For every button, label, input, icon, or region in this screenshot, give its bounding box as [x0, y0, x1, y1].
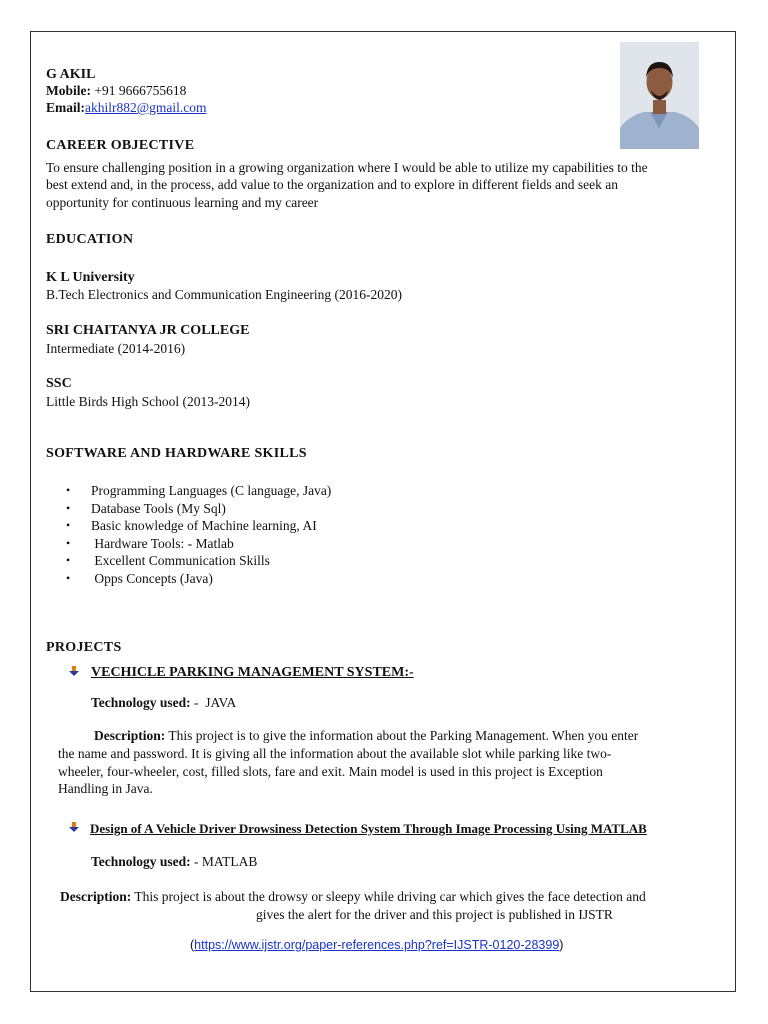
project-desc-line-2: gives the alert for the driver and this project is published in IJSTR	[256, 907, 613, 922]
link-close-paren: )	[559, 938, 564, 952]
email-line	[46, 99, 207, 116]
career-objective-heading: CAREER OBJECTIVE	[46, 138, 195, 153]
bullet-icon: •	[66, 500, 71, 515]
bullet-icon: •	[66, 483, 71, 497]
reference-link[interactable]: https://www.ijstr.org/paper-references.php?ref=IJSTR-0120-28399	[194, 938, 560, 952]
bullet-icon: •	[66, 570, 71, 585]
career-text-line-1: To ensure challenging position in a growing organization where I would be able to utilize my capabilities to the	[46, 160, 648, 175]
reference-line	[190, 937, 563, 953]
candidate-name: G AKIL	[46, 67, 96, 82]
link-open-paren: (	[190, 938, 195, 952]
tech-label: Technology used:	[91, 695, 191, 710]
skill-item	[46, 482, 331, 500]
project-desc-line-3: wheeler, four-wheeler, cost, filled slots, fare and exit. Main model is used in this project is Exception	[58, 764, 603, 779]
mobile-label: Mobile:	[46, 83, 91, 98]
skills-heading: SOFTWARE AND HARDWARE SKILLS	[46, 446, 307, 461]
education-detail: Little Birds High School (2013-2014)	[46, 394, 250, 409]
arrow-bullet-icon	[68, 821, 80, 833]
bullet-icon: •	[66, 518, 71, 532]
desc-label: Description:	[94, 728, 166, 743]
skill-item	[46, 570, 331, 588]
mobile-value: +91 9666755618	[91, 83, 187, 98]
education-heading: EDUCATION	[46, 232, 134, 247]
project-tech-line	[91, 694, 236, 711]
education-institution: K L University	[46, 270, 135, 285]
skill-text: Excellent Communication Skills	[91, 553, 270, 568]
desc-text: This project is to give the information about the Parking Management. When you enter	[165, 728, 639, 743]
bullet-icon: •	[66, 553, 71, 567]
desc-text: This project is about the drowsy or sleepy while driving car which gives the face detection and	[131, 889, 646, 904]
mobile-line	[46, 82, 186, 99]
projects-heading: PROJECTS	[46, 640, 122, 655]
profile-photo	[620, 42, 699, 149]
skill-text: Opps Concepts (Java)	[91, 570, 213, 586]
career-text-line-3: opportunity for continuous learning and my career	[46, 195, 319, 210]
desc-label: Description:	[60, 889, 132, 904]
skill-text: Hardware Tools: - Matlab	[91, 535, 234, 551]
project-desc-line-2: the name and password. It is giving all the information about the available slot while parking like two-	[58, 746, 612, 761]
arrow-bullet-icon	[68, 665, 80, 677]
tech-value: - MATLAB	[190, 854, 258, 869]
skill-item	[46, 517, 331, 535]
project-desc-line-1	[60, 888, 646, 905]
tech-label: Technology used:	[91, 854, 191, 869]
project-desc-line-4: Handling in Java.	[58, 781, 153, 796]
tech-value: - JAVA	[190, 695, 237, 710]
email-link[interactable]: akhilr882@gmail.com	[85, 100, 207, 115]
skill-text: Basic knowledge of Machine learning, AI	[91, 518, 317, 533]
career-text-line-2: best extend and, in the process, add value to the organization and to explore in different fields and seek an	[46, 177, 618, 192]
skill-item	[46, 500, 331, 518]
project-title: Design of A Vehicle Driver Drowsiness Detection System Through Image Processing Using MATLAB	[90, 821, 647, 836]
project-title: VECHICLE PARKING MANAGEMENT SYSTEM:-	[91, 665, 414, 680]
skill-text: Database Tools (My Sql)	[91, 500, 226, 516]
education-detail: Intermediate (2014-2016)	[46, 341, 186, 356]
education-institution: SSC	[46, 376, 72, 391]
education-institution: SRI CHAITANYA JR COLLEGE	[46, 323, 250, 338]
education-detail: B.Tech Electronics and Communication Engineering (2016-2020)	[46, 287, 402, 302]
project-tech-line	[91, 853, 257, 870]
bullet-icon: •	[66, 535, 71, 550]
skill-item	[46, 535, 331, 553]
email-label: Email:	[46, 100, 85, 115]
project-desc-line-1	[94, 727, 638, 744]
skill-text: Programming Languages (C language, Java)	[91, 483, 332, 498]
skill-item	[46, 552, 331, 570]
skills-list	[46, 482, 331, 587]
